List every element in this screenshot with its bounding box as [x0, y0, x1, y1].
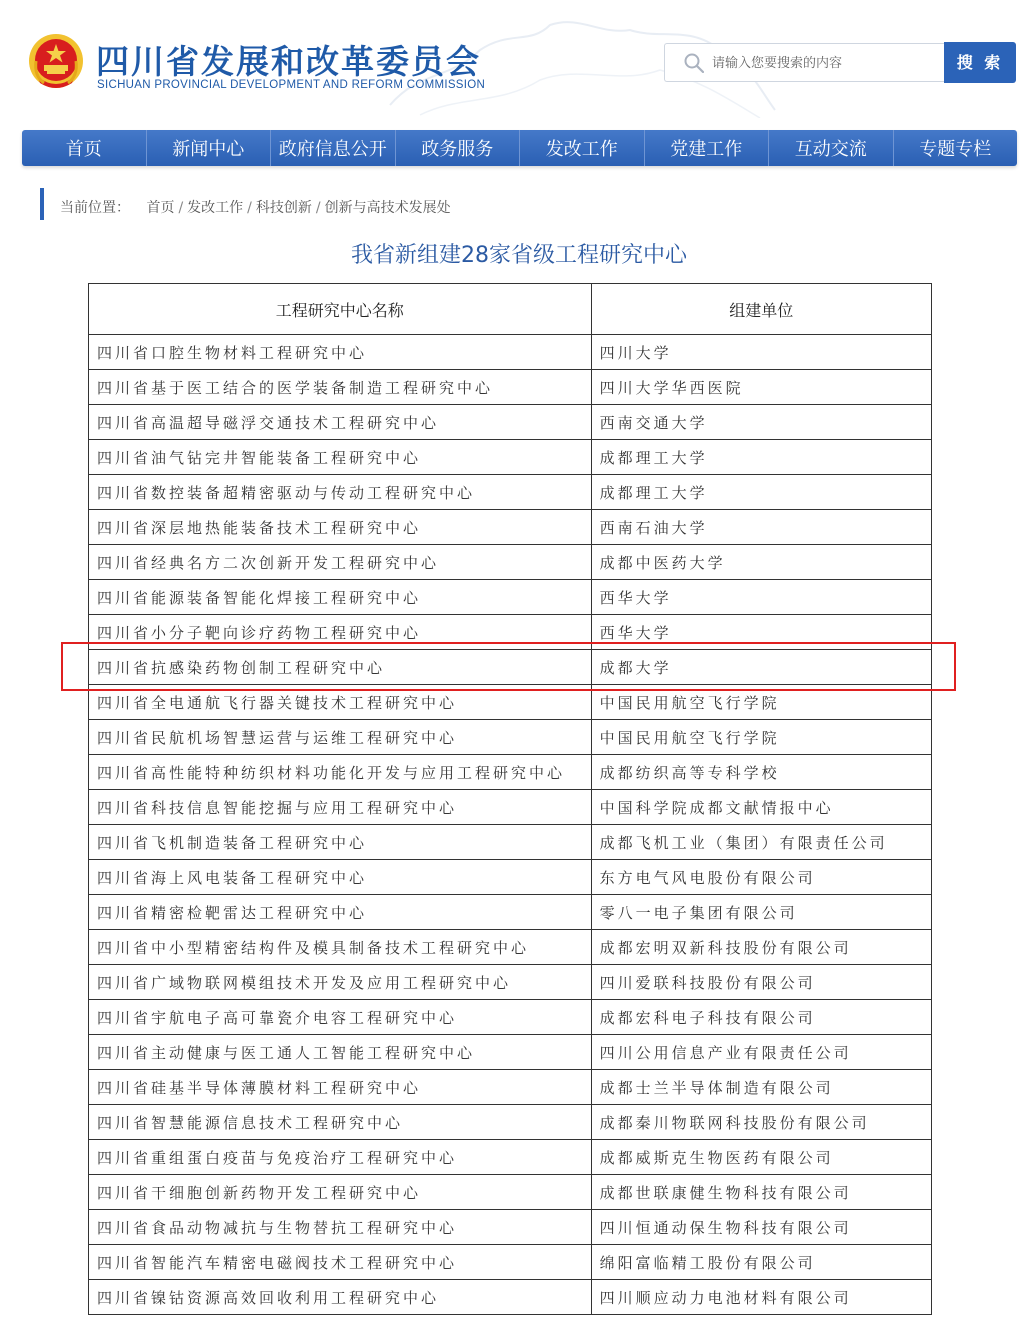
- center-name-cell: 四川省宇航电子高可靠瓷介电容工程研究中心: [89, 1000, 592, 1035]
- breadcrumb-separator: /: [247, 200, 252, 216]
- center-name-cell: 四川省全电通航飞行器关键技术工程研究中心: [89, 685, 592, 720]
- article-title: 我省新组建28家省级工程研究中心: [351, 243, 687, 268]
- table-row: [89, 930, 932, 965]
- nav-item-party[interactable]: 党建工作: [645, 130, 770, 166]
- table-row: [89, 510, 932, 545]
- organization-cell: 成都中医药大学: [591, 545, 931, 580]
- table-row: [89, 1140, 932, 1175]
- table-row: [89, 685, 932, 720]
- center-name-cell: 四川省经典名方二次创新开发工程研究中心: [89, 545, 592, 580]
- table-row: [89, 825, 932, 860]
- breadcrumb-separator: /: [178, 200, 184, 216]
- center-name-cell: 四川省科技信息智能挖掘与应用工程研究中心: [89, 790, 592, 825]
- breadcrumb-marker: [40, 188, 44, 220]
- table-row: [89, 1105, 932, 1140]
- center-name-cell: 四川省口腔生物材料工程研究中心: [89, 335, 592, 370]
- center-name-cell: 四川省深层地热能装备技术工程研究中心: [89, 510, 592, 545]
- organization-cell: 中国民用航空飞行学院: [591, 685, 931, 720]
- center-name-cell: 四川省主动健康与医工通人工智能工程研究中心: [89, 1035, 592, 1070]
- center-name-cell: 四川省油气钻完井智能装备工程研究中心: [89, 440, 592, 475]
- nav-item-news[interactable]: 新闻中心: [147, 130, 272, 166]
- table-row: [89, 895, 932, 930]
- organization-cell: 西华大学: [591, 615, 931, 650]
- organization-cell: 成都世联康健生物科技有限公司: [591, 1175, 931, 1210]
- center-name-cell: 四川省广域物联网模组技术开发及应用工程研究中心: [89, 965, 592, 1000]
- breadcrumb-label: 当前位置：: [60, 200, 130, 216]
- center-name-cell: 四川省干细胞创新药物开发工程研究中心: [89, 1175, 592, 1210]
- center-name-cell: 四川省高温超导磁浮交通技术工程研究中心: [89, 405, 592, 440]
- table-row: [89, 1245, 932, 1280]
- organization-cell: 四川恒通动保生物科技有限公司: [591, 1210, 931, 1245]
- search-input[interactable]: [712, 49, 937, 77]
- organization-cell: 西南石油大学: [591, 510, 931, 545]
- organization-cell: 成都秦川物联网科技股份有限公司: [591, 1105, 931, 1140]
- breadcrumb: [60, 197, 451, 217]
- site-subtitle: SICHUAN PROVINCIAL DEVELOPMENT AND REFORM COMMISSION: [97, 79, 486, 91]
- center-name-cell: 四川省能源装备智能化焊接工程研究中心: [89, 580, 592, 615]
- table-body: [89, 335, 932, 1315]
- center-name-cell: 四川省重组蛋白疫苗与免疫治疗工程研究中心: [89, 1140, 592, 1175]
- nav-item-interaction[interactable]: 互动交流: [769, 130, 894, 166]
- table-row: [89, 1070, 932, 1105]
- table-row: [89, 440, 932, 475]
- breadcrumb-tech-innovation[interactable]: 科技创新: [255, 200, 312, 216]
- breadcrumb-department[interactable]: 创新与高技术发展处: [324, 200, 451, 216]
- organization-cell: 成都理工大学: [591, 440, 931, 475]
- table-row: [89, 475, 932, 510]
- center-name-cell: 四川省食品动物减抗与生物替抗工程研究中心: [89, 1210, 592, 1245]
- search-button[interactable]: 搜 索: [944, 42, 1016, 83]
- column-header-center-name: 工程研究中心名称: [89, 284, 592, 335]
- organization-cell: 四川顺应动力电池材料有限公司: [591, 1280, 931, 1315]
- center-name-cell: 四川省海上风电装备工程研究中心: [89, 860, 592, 895]
- organization-cell: 成都飞机工业（集团）有限责任公司: [591, 825, 931, 860]
- table-row: [89, 720, 932, 755]
- column-header-organization: 组建单位: [591, 284, 931, 335]
- table-row: [89, 1000, 932, 1035]
- organization-cell: 四川大学华西医院: [591, 370, 931, 405]
- breadcrumb-home[interactable]: 首页: [146, 200, 175, 216]
- organization-cell: 东方电气风电股份有限公司: [591, 860, 931, 895]
- center-name-cell: 四川省小分子靶向诊疗药物工程研究中心: [89, 615, 592, 650]
- organization-cell: 成都理工大学: [591, 475, 931, 510]
- table-header-row: [89, 284, 932, 335]
- table-row: [89, 405, 932, 440]
- center-name-cell: 四川省基于医工结合的医学装备制造工程研究中心: [89, 370, 592, 405]
- organization-cell: 成都纺织高等专科学校: [591, 755, 931, 790]
- organization-cell: 西南交通大学: [591, 405, 931, 440]
- nav-item-home[interactable]: 首页: [22, 130, 147, 166]
- table-row: [89, 335, 932, 370]
- center-name-cell: 四川省精密检靶雷达工程研究中心: [89, 895, 592, 930]
- table-row: [89, 1035, 932, 1070]
- center-name-cell: 四川省抗感染药物创制工程研究中心: [89, 650, 592, 685]
- table-row: [89, 1175, 932, 1210]
- table-row: [89, 545, 932, 580]
- table-row: [89, 965, 932, 1000]
- table-row: [89, 370, 932, 405]
- organization-cell: 成都士兰半导体制造有限公司: [591, 1070, 931, 1105]
- table-row: [89, 860, 932, 895]
- organization-cell: 成都威斯克生物医药有限公司: [591, 1140, 931, 1175]
- organization-cell: 零八一电子集团有限公司: [591, 895, 931, 930]
- table-row: [89, 1210, 932, 1245]
- nav-item-reform-work[interactable]: 发改工作: [520, 130, 645, 166]
- breadcrumb-separator: /: [315, 200, 321, 216]
- nav-item-topics[interactable]: 专题专栏: [919, 139, 992, 160]
- table-row: [89, 755, 932, 790]
- center-name-cell: 四川省飞机制造装备工程研究中心: [89, 825, 592, 860]
- center-name-cell: 四川省硅基半导体薄膜材料工程研究中心: [89, 1070, 592, 1105]
- organization-cell: 中国民用航空飞行学院: [591, 720, 931, 755]
- site-header: [0, 0, 1024, 118]
- organization-cell: 四川公用信息产业有限责任公司: [591, 1035, 931, 1070]
- center-name-cell: 四川省智能汽车精密电磁阀技术工程研究中心: [89, 1245, 592, 1280]
- table-row: [89, 650, 932, 685]
- research-center-table: [88, 283, 932, 1315]
- national-emblem-icon[interactable]: [26, 31, 86, 93]
- table-row: [89, 1280, 932, 1315]
- organization-cell: 四川爱联科技股份有限公司: [591, 965, 931, 1000]
- center-name-cell: 四川省中小型精密结构件及模具制备技术工程研究中心: [89, 930, 592, 965]
- site-title[interactable]: 四川省发展和改革委员会: [96, 42, 481, 81]
- nav-item-services[interactable]: 政务服务: [396, 130, 521, 166]
- organization-cell: 成都宏科电子科技有限公司: [591, 1000, 931, 1035]
- organization-cell: 绵阳富临精工股份有限公司: [591, 1245, 931, 1280]
- table-row: [89, 615, 932, 650]
- organization-cell: 中国科学院成都文献情报中心: [591, 790, 931, 825]
- nav-item-gov-info[interactable]: 政府信息公开: [271, 130, 396, 166]
- main-nav: [22, 130, 1017, 166]
- table-row: [89, 790, 932, 825]
- center-name-cell: 四川省民航机场智慧运营与运维工程研究中心: [89, 720, 592, 755]
- center-name-cell: 四川省智慧能源信息技术工程研究中心: [89, 1105, 592, 1140]
- search-icon: [684, 53, 704, 73]
- breadcrumb-reform-work[interactable]: 发改工作: [187, 200, 244, 216]
- center-name-cell: 四川省数控装备超精密驱动与传动工程研究中心: [89, 475, 592, 510]
- organization-cell: 成都宏明双新科技股份有限公司: [591, 930, 931, 965]
- organization-cell: 四川大学: [591, 335, 931, 370]
- table-row: [89, 580, 932, 615]
- organization-cell: 成都大学: [591, 650, 931, 685]
- center-name-cell: 四川省镍钴资源高效回收利用工程研究中心: [89, 1280, 592, 1315]
- organization-cell: 西华大学: [591, 580, 931, 615]
- center-name-cell: 四川省高性能特种纺织材料功能化开发与应用工程研究中心: [89, 755, 592, 790]
